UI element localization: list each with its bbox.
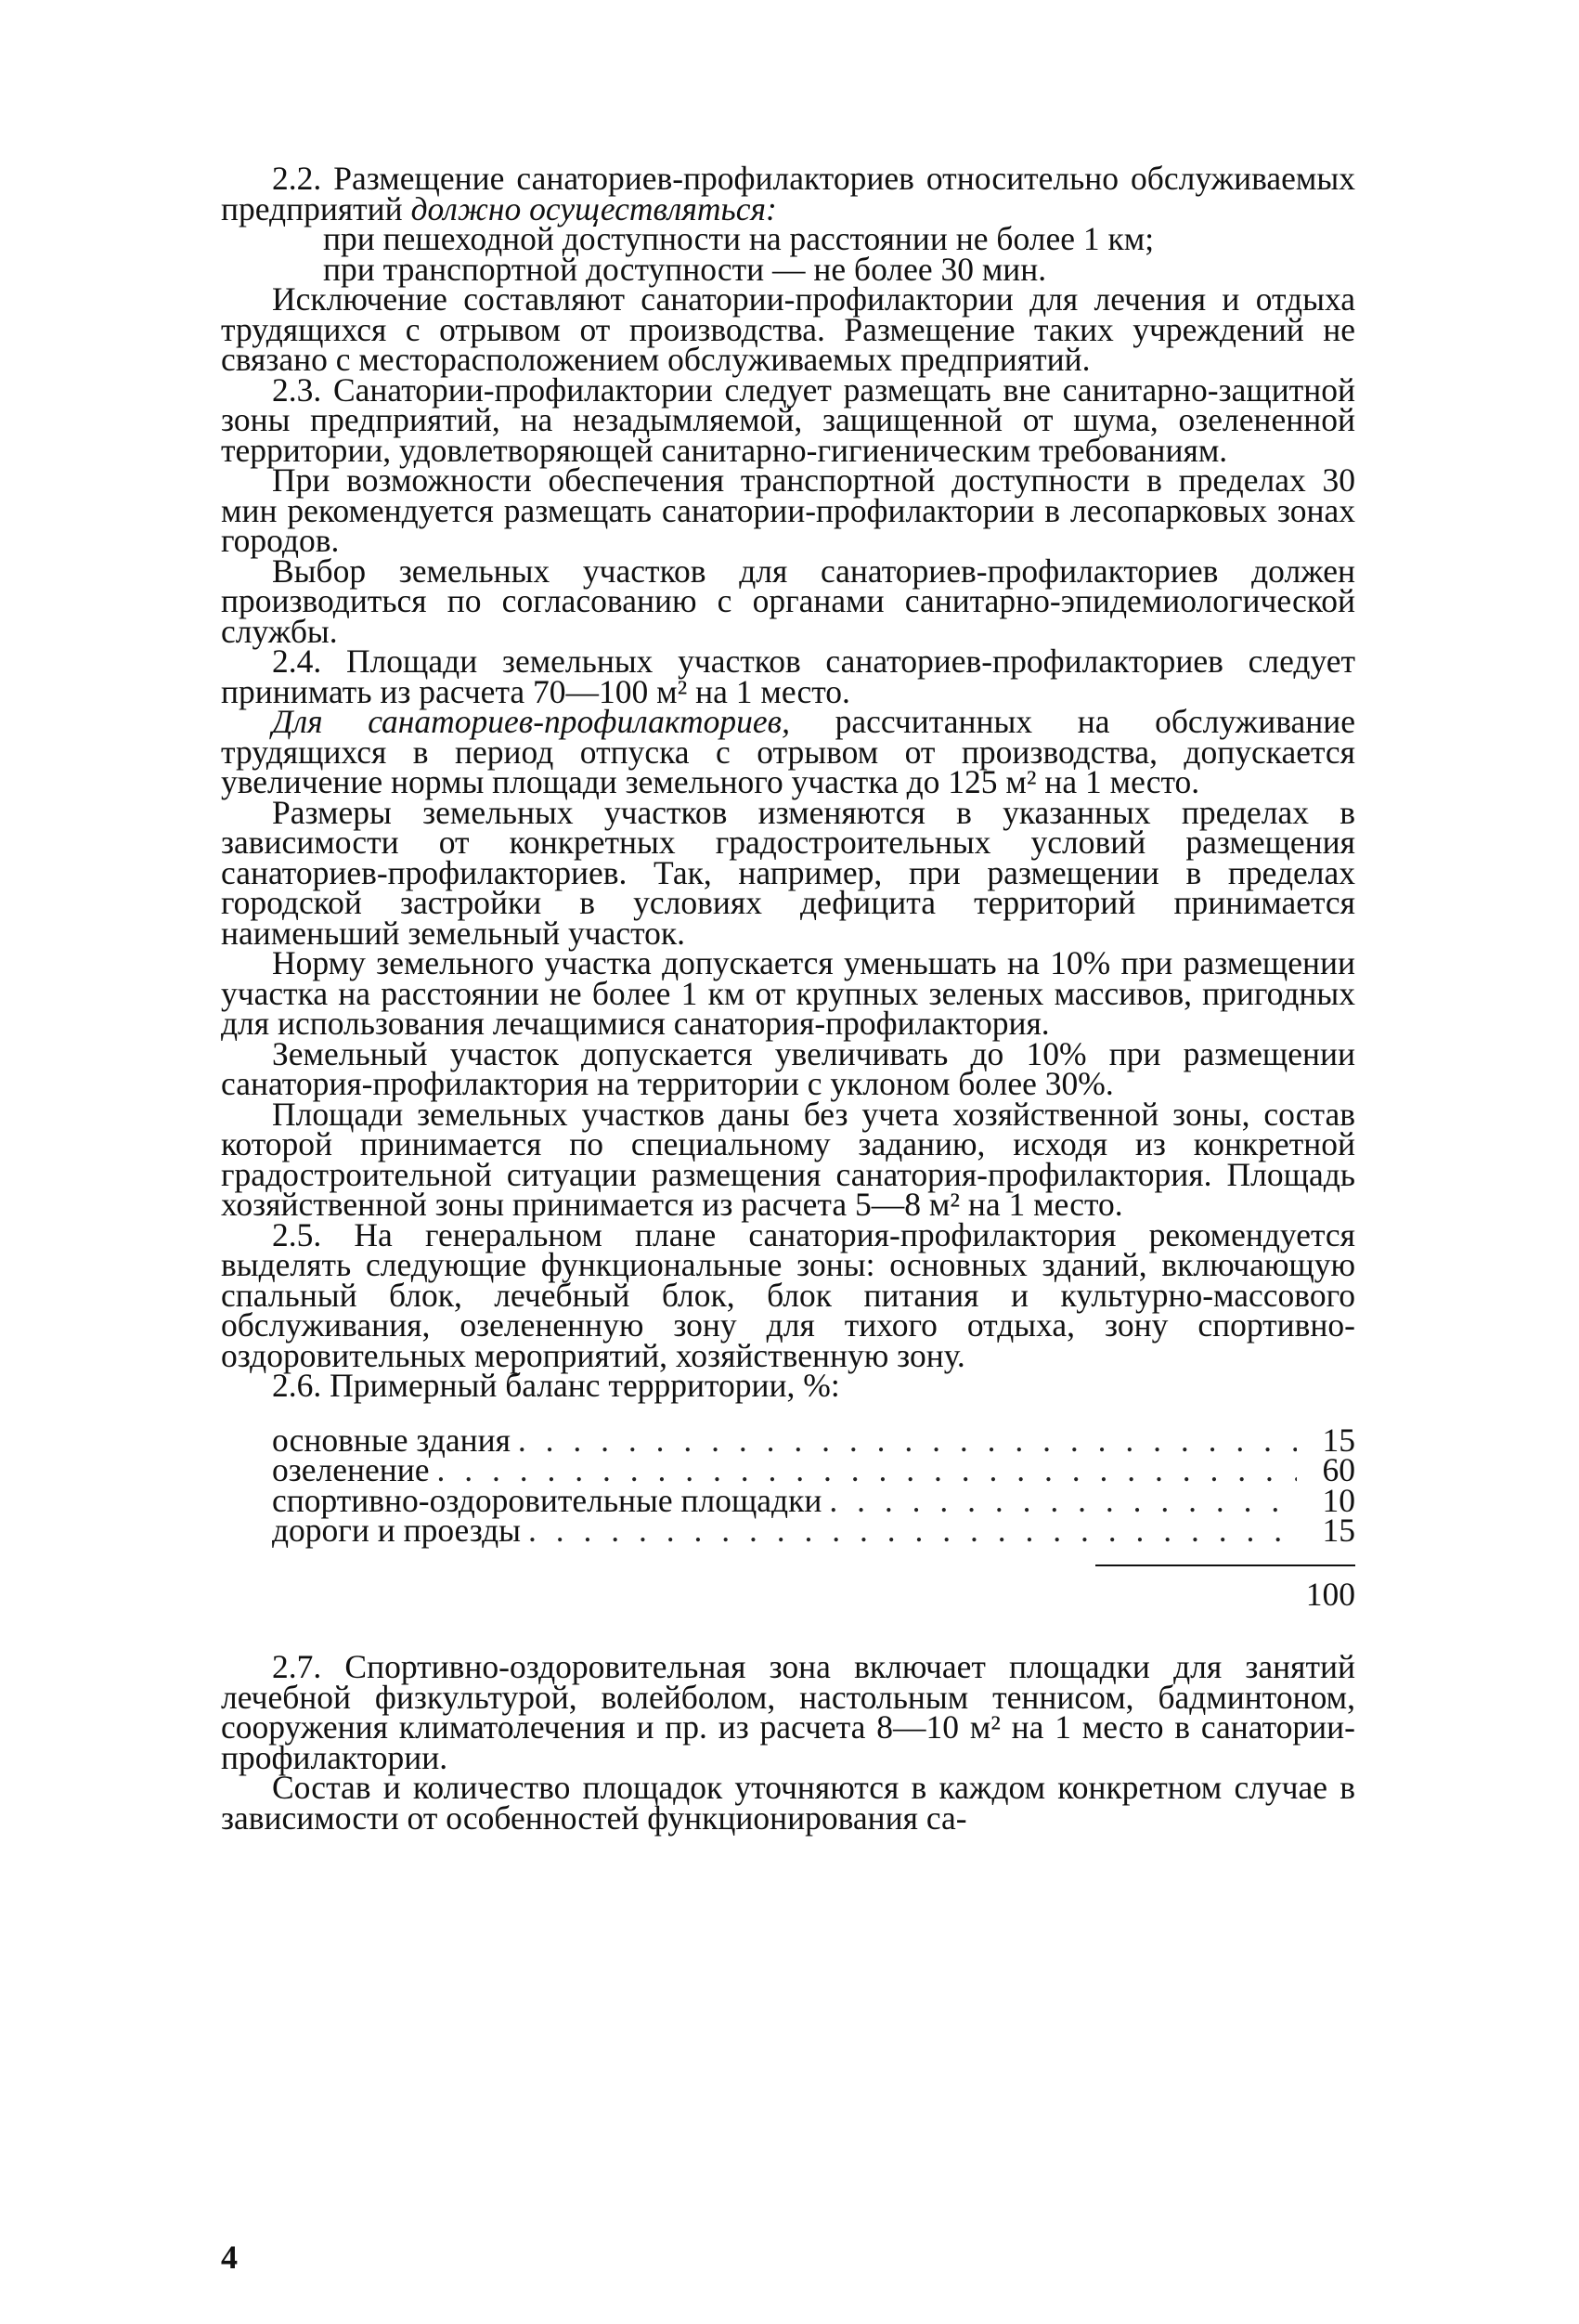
balance-row bbox=[272, 1451, 1355, 1488]
paragraph-2-2: 2.2. Размещение санаториев-профилакториев относительно обслуживаемых предприятий должно осуществляться: bbox=[221, 160, 1355, 227]
balance-row bbox=[272, 1421, 1355, 1459]
paragraph-2-2-item-b: при транспортной доступности — не более 30 мин. bbox=[323, 250, 1047, 288]
italic-phrase: должно осуществляться: bbox=[410, 189, 777, 227]
territory-balance-table bbox=[272, 1421, 1355, 1613]
paragraph-2-3-b: Выбор земельных участков для санаториев-профилакториев должен производиться по согласованию с органами санитарно-эпидемиологической службы. bbox=[221, 552, 1355, 650]
paragraph-2-7-a: Состав и количество площадок уточняются в каждом конкретном случае в зависимости от особенностей функционирования са- bbox=[221, 1769, 1355, 1837]
paragraph-2-5: 2.5. На генеральном плане санатория-профилактория рекомендуется выделять следующие функциональные зоны: основных зданий, включающую спальный блок, лечебный блок, блок питания и культурно-массового обслуживания, озелененную зону для тихого отдыха, зону спортивно-оздоровительных мероприятий, хозяйственную зону. bbox=[221, 1215, 1355, 1374]
balance-value: 60 bbox=[1322, 1451, 1355, 1488]
paragraph-2-6: 2.6. Примерный баланс террритории, %: bbox=[272, 1367, 840, 1404]
balance-value: 15 bbox=[1322, 1421, 1355, 1459]
balance-label: дороги и проезды bbox=[272, 1512, 522, 1549]
balance-label: озеленение bbox=[272, 1451, 430, 1488]
paragraph-2-2-item-a: при пешеходной доступности на расстоянии не более 1 км; bbox=[323, 220, 1155, 257]
page-number: 4 bbox=[221, 2239, 238, 2276]
paragraph-2-2-exception: Исключение составляют санатории-профилактории для лечения и отдыха трудящихся с отрывом от производства. Размещение таких учреждений не связано с месторасположением обслуживаемых предприятий. bbox=[221, 280, 1355, 378]
total-rule bbox=[1095, 1564, 1355, 1566]
paragraph-2-4-d: Земельный участок допускается увеличивать до 10% при размещении санатория-профилактория на территории с уклоном более 30%. bbox=[221, 1034, 1355, 1102]
paragraph-2-3: 2.3. Санатории-профилактории следует размещать вне санитарно-защитной зоны предприятий, на незадымляемой, защищенной от шума, озелененной территории, удовлетворяющей санитарно-гигиеническим требованиям. bbox=[221, 370, 1355, 469]
balance-total: 100 bbox=[1305, 1575, 1355, 1613]
document-page bbox=[221, 160, 1355, 1837]
paragraph-2-4-e: Площади земельных участков даны без учета хозяйственной зоны, состав которой принимается по специальному заданию, исходя из конкретной градостроительной ситуации размещения санатория-профилактория. Площадь хозяйственной зоны принимается из расчета 5—8 м² на 1 место. bbox=[221, 1095, 1355, 1223]
balance-value: 15 bbox=[1322, 1512, 1355, 1549]
paragraph-2-7: 2.7. Спортивно-оздоровительная зона включает площадки для занятий лечебной физкультурой, волейболом, настольным теннисом, бадминтоном, сооружения климатолечения и пр. из расчета 8—10 м² на 1 место в санатории-профилактории. bbox=[221, 1648, 1355, 1776]
balance-label: спортивно-оздоровительные площадки bbox=[272, 1481, 822, 1519]
paragraph-2-3-a: При возможности обеспечения транспортной доступности в пределах 30 мин рекомендуется размещать санатории-профилактории в лесопарковых зонах городов. bbox=[221, 461, 1355, 559]
balance-label: основные здания bbox=[272, 1421, 511, 1459]
paragraph-2-4: 2.4. Площади земельных участков санаториев-профилакториев следует принимать из расчета 70—100 м² на 1 место. bbox=[221, 643, 1355, 710]
paragraph-2-4-b: Размеры земельных участков изменяются в указанных пределах в зависимости от конкретных градостроительных условий размещения санаториев-профилакториев. Так, например, при размещении в пределах городской застройки в условиях дефицита территорий принимается наименьший земельный участок. bbox=[221, 793, 1355, 952]
paragraph-2-4-a: Для санаториев-профилакториев, рассчитанных на обслуживание трудящихся в период отпуска с отрывом от производства, допускается увеличение нормы площади земельного участка до 125 м² на 1 место. bbox=[221, 703, 1355, 800]
balance-row bbox=[272, 1512, 1355, 1549]
paragraph-2-4-c: Норму земельного участка допускается уменьшать на 10% при размещении участка на расстоянии не более 1 км от крупных зеленых массивов, пригодных для использования лечащимися санатория-профилактория. bbox=[221, 944, 1355, 1042]
italic-phrase: Для санаториев-профилакториев, bbox=[272, 703, 790, 740]
balance-value: 10 bbox=[1322, 1481, 1355, 1519]
